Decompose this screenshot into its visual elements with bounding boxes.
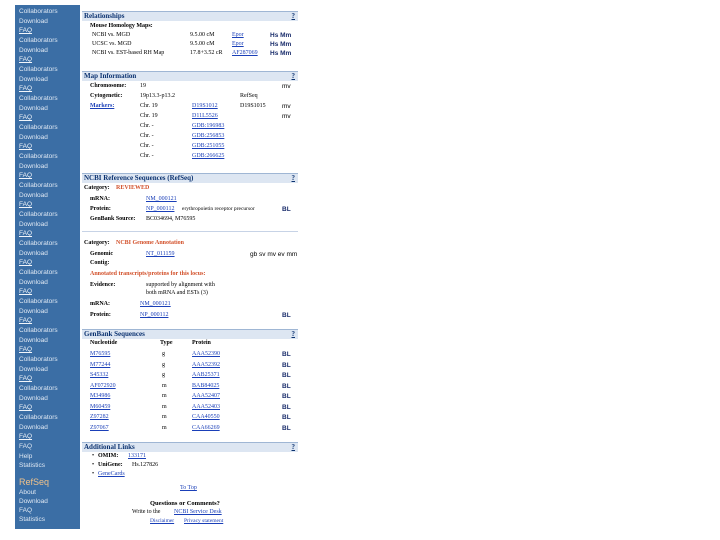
evidence-line-2: both mRNA and ESTs (3) — [146, 290, 208, 296]
sidebar-nav — [15, 5, 80, 529]
map-value: Chr. - — [140, 133, 154, 139]
genbank-type: m — [162, 382, 167, 389]
homology-row-orgs[interactable]: Hs Mm — [270, 50, 292, 57]
sidebar-item-collaborators[interactable]: Collaborators — [19, 327, 58, 334]
sidebar-item-download[interactable]: Download — [19, 365, 48, 373]
unigene-value[interactable]: Hs.127826 — [132, 462, 159, 468]
sidebar-item-collaborators[interactable]: Collaborators — [19, 66, 58, 73]
genbank-type: m — [162, 403, 167, 410]
marker-link[interactable]: GDB:266625 — [192, 153, 225, 159]
map-tag[interactable]: mv — [282, 103, 291, 110]
protein2-link[interactable]: NP_000112 — [140, 312, 169, 318]
links-title: Additional Links — [84, 443, 135, 451]
refseq-nav-title: RefSeq — [19, 477, 50, 487]
map-label: Chromosome: — [90, 83, 127, 89]
divider — [82, 231, 298, 232]
map-value: Chr. - — [140, 143, 154, 149]
write-prefix: Write to the — [132, 509, 161, 515]
genbank-protein-link[interactable]: CAA40550 — [192, 414, 220, 420]
protein2-blink-link[interactable]: BL — [282, 312, 291, 319]
refseq-title: NCBI Reference Sequences (RefSeq) — [84, 174, 194, 182]
sidebar-item-download[interactable]: Download — [19, 46, 48, 54]
homology-row-label: UCSC vs. MGD — [92, 41, 132, 47]
bullet: • — [92, 462, 95, 468]
map-label: Cytogenetic: — [90, 93, 123, 99]
sidebar-item-faq[interactable]: FAQ — [19, 27, 33, 35]
homology-row-value: 9.5.00 cM — [190, 32, 215, 38]
map-value: Chr. 19 — [140, 103, 158, 109]
genomic-label-2: Contig: — [90, 260, 110, 266]
mrna2-label: mRNA: — [90, 301, 110, 307]
map-source: RefSeq — [240, 93, 258, 99]
sidebar-item-download[interactable]: Download — [19, 191, 48, 199]
sidebar-item-help[interactable]: Help — [19, 452, 33, 460]
sidebar-item-statistics[interactable]: Statistics — [19, 462, 46, 470]
sidebar-item-download[interactable]: Download — [19, 278, 48, 286]
sidebar-item-refseq-faq[interactable]: FAQ — [19, 507, 33, 514]
sidebar-item-download[interactable]: Download — [19, 133, 48, 141]
privacy-link[interactable]: Privacy statement — [184, 518, 224, 524]
sidebar-item-refseq-about[interactable]: About — [19, 489, 36, 496]
map-value: Chr. - — [140, 123, 154, 129]
genbank-type: g — [162, 372, 165, 378]
evidence-line-1: supported by alignment with — [146, 282, 215, 288]
sidebar-item-download[interactable]: Download — [19, 336, 48, 344]
sidebar-item-collaborators[interactable]: Collaborators — [19, 8, 58, 15]
genbank-protein-link[interactable]: AAA52390 — [192, 351, 220, 357]
homology-row-link[interactable]: Epor — [232, 41, 244, 47]
omim-link[interactable]: 133171 — [128, 453, 146, 459]
category2-label: Category: — [84, 240, 110, 246]
sidebar-item-faq[interactable]: FAQ — [19, 143, 33, 151]
sidebar-item-download[interactable]: Download — [19, 17, 48, 25]
sidebar-item-collaborators[interactable]: Collaborators — [19, 356, 58, 363]
genbank-nucleotide-link[interactable]: S45332 — [90, 372, 109, 378]
genbank-blink-link[interactable]: BL — [282, 424, 291, 432]
genbank-nucleotide-link[interactable]: M77244 — [90, 361, 111, 368]
map-value: 19p13.3-p13.2 — [140, 93, 175, 99]
genbank-help-link[interactable]: ? — [291, 330, 295, 338]
sidebar-item-collaborators[interactable]: Collaborators — [19, 211, 58, 218]
sidebar-item-faq[interactable]: FAQ — [19, 288, 33, 296]
sidebar-item-faq[interactable]: FAQ — [19, 172, 33, 180]
category-label: Category: — [84, 185, 110, 191]
genbank-type: m — [162, 393, 167, 399]
genbank-blink-link[interactable]: BL — [282, 403, 291, 411]
marker-link[interactable]: D19S1012 — [192, 103, 218, 109]
questions-heading: Questions or Comments? — [150, 500, 220, 507]
sidebar-item-collaborators[interactable]: Collaborators — [19, 182, 58, 189]
genomic-link[interactable]: NT_011159 — [146, 251, 175, 257]
sidebar-item-faq[interactable]: FAQ — [19, 201, 33, 209]
sidebar-item-download[interactable]: Download — [19, 307, 48, 315]
source-value: BC034694, M76595 — [146, 216, 196, 222]
sidebar-item-download[interactable]: Download — [19, 249, 48, 257]
genbank-protein-link[interactable]: AAA52407 — [192, 393, 220, 399]
markers-link[interactable]: Markers: — [90, 103, 115, 109]
map-info-help-link[interactable]: ? — [291, 72, 295, 80]
sidebar-item-faq[interactable]: FAQ — [19, 230, 33, 238]
bullet: • — [92, 471, 95, 477]
map-info-title: Map Information — [84, 72, 137, 80]
marker-alt: D19S1015 — [240, 103, 266, 109]
col-header-type: Type — [160, 340, 173, 346]
genbank-protein-link[interactable]: AAB25371 — [192, 372, 220, 378]
sidebar-item-collaborators[interactable]: Collaborators — [19, 240, 58, 247]
homology-row-label: NCBI vs. EST-based RH Map — [92, 50, 165, 56]
map-tag[interactable]: mv — [282, 83, 291, 90]
sidebar-item-collaborators[interactable]: Collaborators — [19, 95, 58, 102]
sidebar-item-faq[interactable]: FAQ — [19, 114, 33, 122]
map-value: Chr. 19 — [140, 113, 158, 119]
bullet: • — [92, 453, 95, 459]
refseq-header — [82, 173, 298, 183]
sidebar-item-download[interactable]: Download — [19, 220, 48, 228]
sidebar-item-download[interactable]: Download — [19, 104, 48, 112]
col-header-protein: Protein — [192, 340, 211, 346]
genbank-type: m — [162, 424, 167, 431]
genbank-type: g — [162, 351, 165, 357]
sidebar-item-collaborators[interactable]: Collaborators — [19, 414, 58, 421]
map-value: 19 — [140, 83, 146, 89]
genomic-tags[interactable]: gb sv mv ev mm — [250, 251, 298, 258]
genbank-blink-link[interactable]: BL — [282, 351, 291, 358]
relationships-title: Relationships — [84, 12, 125, 20]
genomic-label: Genomic — [90, 251, 113, 257]
homology-row-orgs[interactable]: Hs Mm — [270, 41, 292, 48]
genbank-nucleotide-link[interactable]: Z97067 — [90, 424, 109, 431]
genbank-header — [82, 329, 298, 339]
links-help-link[interactable]: ? — [291, 443, 295, 451]
disclaimer-link[interactable]: Disclaimer — [150, 518, 175, 524]
genbank-protein-link[interactable]: BAB84025 — [192, 382, 220, 389]
category2-value: NCBI Genome Annotation — [116, 240, 185, 246]
sidebar-item-download[interactable]: Download — [19, 162, 48, 170]
sidebar-item-collaborators[interactable]: Collaborators — [19, 298, 58, 305]
genbank-blink-link[interactable]: BL — [282, 361, 291, 369]
map-value: Chr. - — [140, 153, 154, 159]
map-info-header — [82, 71, 298, 81]
sidebar-item-collaborators[interactable]: Collaborators — [19, 124, 58, 131]
sidebar-item-faq[interactable]: FAQ — [19, 443, 33, 450]
mrna2-link[interactable]: NM_000121 — [140, 301, 171, 307]
sidebar-item-download[interactable]: Download — [19, 75, 48, 83]
genbank-blink-link[interactable]: BL — [282, 414, 291, 421]
sidebar-item-download[interactable]: Download — [19, 423, 48, 431]
homology-subtitle: Mouse Homology Maps: — [90, 23, 153, 29]
mrna-label: mRNA: — [90, 196, 110, 202]
genbank-nucleotide-link[interactable]: M34986 — [90, 393, 111, 399]
source-label: GenBank Source: — [90, 216, 136, 222]
homology-row-value: 17.8+3.52 cR — [190, 50, 223, 56]
protein2-label: Protein: — [90, 312, 111, 318]
omim-label: OMIM: — [98, 453, 119, 459]
homology-row-value: 9.5.00 cM — [190, 41, 215, 47]
homology-row-link[interactable]: Epor — [232, 32, 244, 38]
sidebar-item-faq[interactable]: FAQ — [19, 404, 33, 412]
sidebar-item-refseq-download[interactable]: Download — [19, 498, 48, 505]
sidebar-item-faq[interactable]: FAQ — [19, 317, 33, 325]
sidebar-item-faq[interactable]: FAQ — [19, 85, 33, 93]
marker-link[interactable]: GDB:196983 — [192, 123, 225, 129]
category-value: REVIEWED — [116, 185, 150, 191]
genbank-nucleotide-link[interactable]: Z97282 — [90, 414, 109, 420]
homology-row-label: NCBI vs. MGD — [92, 32, 131, 38]
genbank-type: g — [162, 361, 165, 368]
main-content — [82, 5, 298, 529]
genbank-nucleotide-link[interactable]: M76595 — [90, 351, 111, 357]
sidebar-item-collaborators[interactable]: Collaborators — [19, 385, 58, 392]
genecards-link[interactable]: GeneCards — [98, 471, 125, 477]
genbank-protein-link[interactable]: AAA52403 — [192, 403, 220, 410]
genbank-blink-link[interactable]: BL — [282, 382, 291, 390]
sidebar-item-refseq-statistics[interactable]: Statistics — [19, 516, 46, 523]
map-tag[interactable]: mv — [282, 113, 291, 120]
marker-link[interactable]: GDB:251055 — [192, 143, 225, 149]
protein-link[interactable]: NP_000112 — [146, 206, 175, 212]
homology-row-orgs[interactable]: Hs Mm — [270, 32, 292, 39]
links-header — [82, 442, 298, 452]
annotated-heading: Annotated transcripts/proteins for this locus: — [90, 271, 206, 277]
genbank-blink-link[interactable]: BL — [282, 372, 291, 379]
genbank-nucleotide-link[interactable]: AF072920 — [90, 382, 116, 389]
sidebar-item-collaborators[interactable]: Collaborators — [19, 153, 58, 160]
refseq-help-link[interactable]: ? — [291, 174, 295, 182]
to-top-link[interactable]: To Top — [180, 485, 197, 491]
homology-row-link[interactable]: AF287069 — [232, 50, 258, 56]
sidebar-item-faq[interactable]: FAQ — [19, 375, 33, 383]
unigene-label: UniGene: — [98, 462, 123, 468]
sidebar-item-faq[interactable]: FAQ — [19, 56, 33, 64]
genbank-protein-link[interactable]: AAA52392 — [192, 361, 220, 368]
protein-label: Protein: — [90, 206, 111, 212]
genbank-nucleotide-link[interactable]: M60459 — [90, 403, 111, 410]
sidebar-item-download[interactable]: Download — [19, 394, 48, 402]
genbank-title: GenBank Sequences — [84, 330, 145, 338]
marker-link[interactable]: D11L5526 — [192, 113, 218, 119]
genbank-protein-link[interactable]: CAA66269 — [192, 424, 220, 431]
sidebar-item-faq[interactable]: FAQ — [19, 346, 33, 354]
relationships-header — [82, 11, 298, 21]
sidebar-item-faq[interactable]: FAQ — [19, 433, 33, 441]
service-desk-link[interactable]: NCBI Service Desk — [174, 509, 222, 515]
sidebar-item-collaborators[interactable]: Collaborators — [19, 37, 58, 44]
genbank-type: m — [162, 414, 167, 420]
protein-blink-link[interactable]: BL — [282, 206, 291, 213]
genbank-blink-link[interactable]: BL — [282, 393, 291, 400]
sidebar-item-collaborators[interactable]: Collaborators — [19, 269, 58, 276]
mrna-link[interactable]: NM_000121 — [146, 196, 177, 202]
marker-link[interactable]: GDB:256853 — [192, 133, 225, 139]
evidence-label: Evidence: — [90, 282, 116, 288]
relationships-help-link[interactable]: ? — [291, 12, 295, 20]
col-header-nucleotide: Nucleotide — [90, 340, 118, 346]
protein-description: erythropoietin receptor precursor — [182, 206, 255, 212]
sidebar-item-faq[interactable]: FAQ — [19, 259, 33, 267]
